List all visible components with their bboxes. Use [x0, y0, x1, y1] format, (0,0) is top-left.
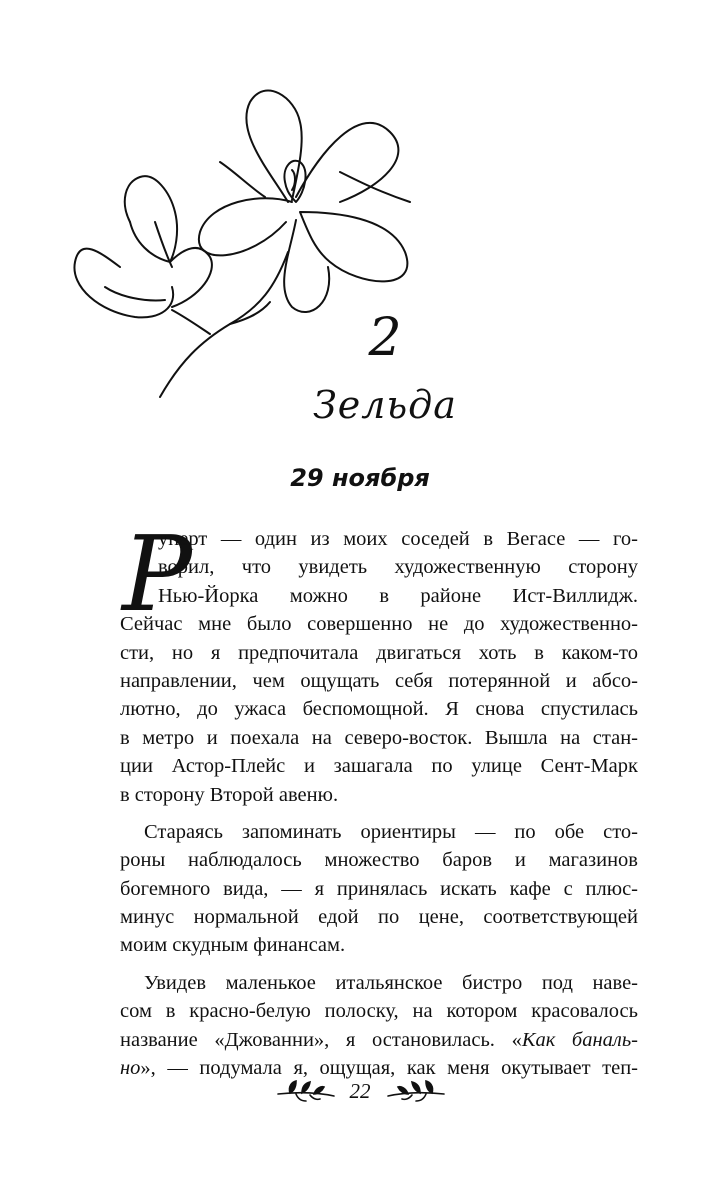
page-footer — [260, 1076, 460, 1106]
chapter-number: 2 — [368, 308, 402, 368]
leaf-sprig-icon — [386, 1078, 446, 1104]
text-line: сти, но я предпочитала двигаться хоть в каком-то — [120, 641, 638, 664]
text-line: уперт — один из моих соседей в Вегасе — го- — [158, 528, 638, 550]
text-line: направлении, чем ощущать себя потерянной и абсо- — [120, 669, 638, 692]
text-line: Увидев маленькое итальянское бистро под наве- — [144, 971, 638, 994]
text-line: Нью-Йорка можно в районе Ист-Виллидж. — [158, 584, 638, 607]
text-line: роны наблюдалось множество баров и магазинов — [120, 849, 638, 872]
text-line: в сторону Второй авеню. — [120, 783, 339, 806]
text-line: Сейчас мне было совершенно не до художественно- — [120, 613, 638, 636]
paragraph — [120, 525, 638, 809]
text-line: Стараясь запоминать ориентиры — по обе сто- — [144, 820, 638, 843]
text-line: богемного вида, — я принялась искать кафе с плюс- — [120, 877, 638, 900]
paragraph — [120, 818, 638, 960]
paragraph — [120, 969, 638, 1083]
text-line: ции Астор-Плейс и зашагала по улице Сент-Марк — [120, 755, 638, 778]
chapter-title: Зельда — [313, 383, 457, 427]
chapter-date: 29 ноября — [290, 464, 430, 492]
drop-cap: Р — [122, 513, 192, 635]
leaf-sprig-icon — [276, 1078, 336, 1104]
italic-span: Как баналь- — [521, 1028, 638, 1051]
text-line: минус нормальной едой по цене, соответствующей — [120, 906, 638, 929]
body-text — [120, 525, 638, 1082]
text-line: в метро и поехала на северо-восток. Вышла на стан- — [120, 726, 638, 749]
text-line: лютно, до ужаса беспомощной. Я снова спустилась — [120, 698, 638, 721]
text-span: название «Джованни», я остановилась. « — [120, 1028, 522, 1051]
text-line: сом в красно-белую полоску, на котором красовалось — [120, 1000, 638, 1023]
text-line — [120, 1026, 638, 1054]
italic-span: но — [120, 1057, 141, 1080]
text-line: моим скудным финансам. — [120, 934, 346, 957]
page-number: 22 — [349, 1079, 371, 1103]
text-span: », — подумала я, ощущая, как меня окутывает теп- — [140, 1057, 638, 1080]
text-line: ворил, что увидеть художественную сторону — [158, 556, 638, 579]
